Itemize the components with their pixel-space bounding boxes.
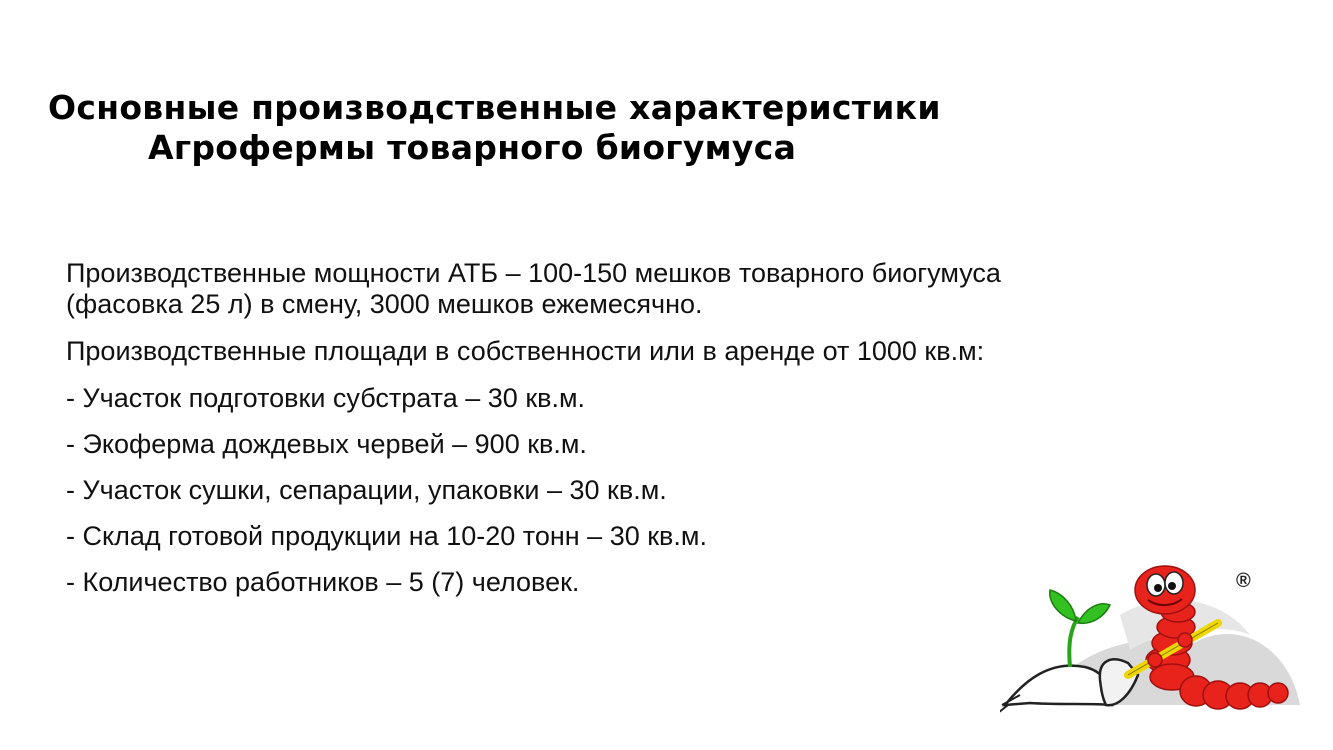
list-item: - Склад готовой продукции на 10-20 тонн – 30 кв.м. bbox=[66, 521, 707, 551]
slide-title-line2: Агрофермы товарного биогумуса bbox=[148, 128, 797, 167]
slide-body bbox=[66, 258, 1056, 613]
registered-mark: ® bbox=[1236, 570, 1251, 592]
list-item: - Экоферма дождевых червей – 900 кв.м. bbox=[66, 429, 587, 459]
list-item: - Участок сушки, сепарации, упаковки – 30 кв.м. bbox=[66, 475, 667, 505]
worm-with-shovel-logo bbox=[1000, 555, 1310, 740]
area-paragraph: Производственные площади в собственности или в аренде от 1000 кв.м: bbox=[66, 336, 985, 366]
slide-title-line1: Основные производственные характеристики bbox=[48, 88, 941, 127]
capacity-paragraph: Производственные мощности АТБ – 100-150 мешков товарного биогумуса (фасовка 25 л) в смену, 3000 мешков ежемесячно. bbox=[66, 258, 1001, 319]
slide-title bbox=[48, 88, 1148, 168]
list-item: - Участок подготовки субстрата – 30 кв.м. bbox=[66, 383, 586, 413]
list-item: - Количество работников – 5 (7) человек. bbox=[66, 567, 580, 597]
